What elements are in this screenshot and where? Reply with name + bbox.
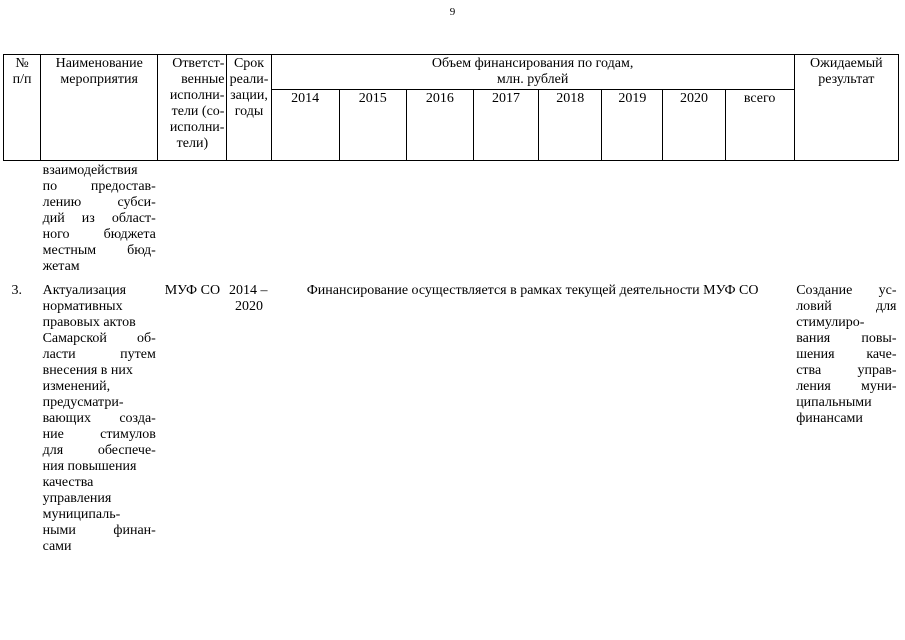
table-row-continued	[4, 161, 899, 277]
table-row-3	[4, 282, 899, 556]
cell-row-number: 3.	[11, 283, 22, 298]
header-result: Ожидаемый результат	[794, 55, 898, 161]
header-year-2020: 2020	[663, 90, 725, 161]
header-year-2018: 2018	[539, 90, 602, 161]
header-year-2017: 2017	[473, 90, 538, 161]
cell-name-continued: взаимодействия по предостав- лению субси- дий из област- ного бюджета местным бюд- жетам	[42, 163, 156, 274]
program-table	[3, 54, 899, 556]
header-year-2016: 2016	[406, 90, 473, 161]
cell-responsible: МУФ СО	[164, 283, 221, 298]
header-year-2019: 2019	[602, 90, 663, 161]
header-name: Наименование мероприятия	[41, 55, 158, 161]
header-num: № п/п	[4, 55, 41, 161]
header-total: всего	[725, 90, 794, 161]
cell-name-row-3: Актуализация нормативных правовых актов Самарской об- ласти путем внесения в них изменений, предусматри- вающих созда- ние стимулов для обеспече- ния повышения качества управления муниципаль- ными финан- сами	[42, 283, 156, 554]
header-term: Срок реали- зации, годы	[227, 55, 271, 161]
header-responsible: Ответст- венные исполни- тели (со- исполни- тели)	[158, 55, 227, 161]
cell-result: Создание ус- ловий для стимулиро- вания повы- шения каче- ства управ- ления муни- ципальными финансами	[796, 283, 897, 426]
header-year-2014: 2014	[271, 90, 339, 161]
header-row-1	[4, 55, 899, 90]
cell-num	[4, 161, 41, 277]
page-number: 9	[449, 6, 456, 18]
cell-financing-note: Финансирование осуществляется в рамках текущей деятельности МУФ СО	[306, 283, 759, 298]
header-year-2015: 2015	[339, 90, 406, 161]
cell-term: 2014 – 2020	[228, 283, 268, 314]
header-financing: Объем финансирования по годам, млн. рублей	[271, 55, 794, 90]
